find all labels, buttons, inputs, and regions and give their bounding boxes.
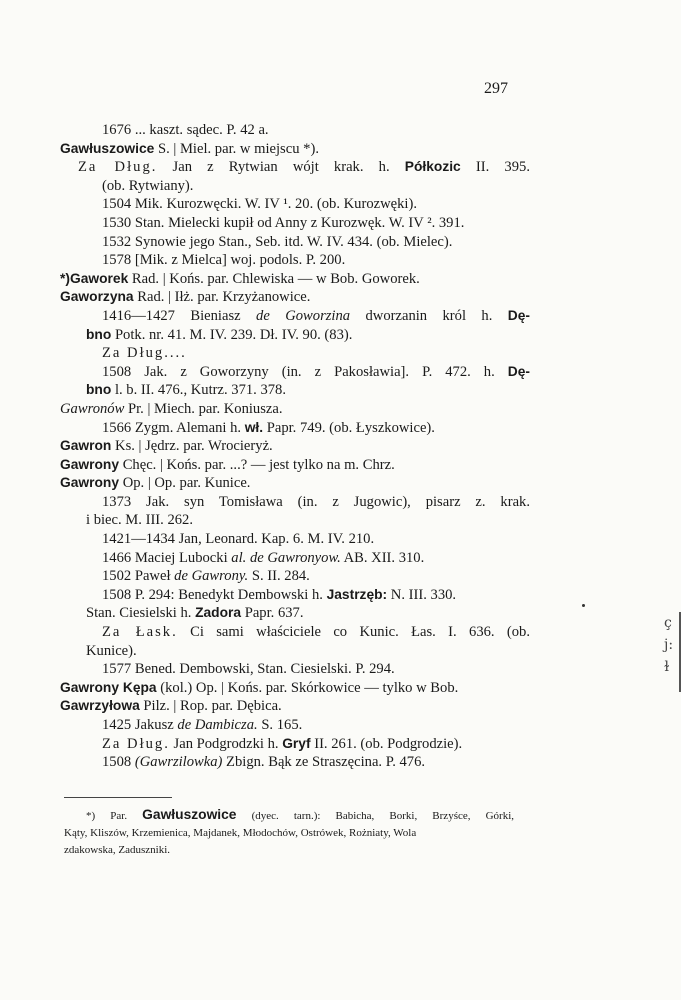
bold-term: Gawron — [60, 438, 112, 454]
entry-line — [60, 586, 530, 605]
bold-term: *)Gaworek — [60, 270, 129, 286]
text-run: Rad. | Iłż. par. Krzyżanowice. — [133, 289, 311, 306]
entry-line — [60, 660, 530, 679]
text-run: 1578 [Mik. z Mielca] woj. podols. P. 200. — [102, 252, 346, 269]
italic-term: de Dambicza. — [177, 717, 258, 733]
text-run: (dyec. tarn.): Babicha, Borki, Brzyśce, Górki, — [236, 810, 514, 822]
bold-term: Gawrony — [60, 475, 120, 491]
text-run: (ob. Rytwiany). — [102, 177, 194, 194]
entry-line — [60, 735, 530, 754]
text-run: l. b. II. 476., Kutrz. 371. 378. — [111, 382, 286, 399]
text-run: Papr. 749. (ob. Łyszkowice). — [263, 419, 435, 436]
entry-line — [60, 549, 530, 568]
bold-term: Zadora — [195, 605, 242, 621]
text-run: 1504 Mik. Kurozwęcki. W. IV ¹. 20. (ob. Kurozwęki). — [102, 196, 417, 213]
text-run: Potk. nr. 41. M. IV. 239. Dł. IV. 90. (83). — [111, 326, 353, 343]
entry-line — [60, 233, 530, 252]
bold-term: Gawrony Kępa — [60, 679, 157, 695]
text-run: Rad. | Końs. par. Chlewiska — w Bob. Goworek. — [128, 270, 420, 287]
entry-line — [60, 567, 530, 586]
text-run: Kunice). — [86, 642, 137, 659]
entry-heading-line — [60, 474, 530, 493]
entry-heading-line — [60, 456, 530, 475]
text-run: Zbign. Bąk ze Straszęcina. P. 476. — [222, 754, 426, 771]
text-run: II. 395. — [460, 159, 530, 176]
text-run: S. 165. — [257, 717, 303, 733]
entry-heading-line — [60, 437, 530, 456]
entry-line — [60, 158, 530, 177]
footnote-rule — [64, 797, 172, 798]
text-run: 1421—1434 Jan, Leonard. Kap. 6. M. IV. 210. — [102, 531, 375, 548]
entry-line — [60, 381, 530, 400]
footnote-line: zdakowska, Zaduszniki. — [64, 844, 170, 856]
text-run: N. III. 330. — [387, 586, 457, 603]
text-run: Pilz. | Rop. par. Dębica. — [139, 698, 282, 715]
text-run: 1416—1427 Bieniasz — [102, 307, 257, 324]
entry-line — [60, 326, 530, 345]
text-run: 1508 Jak. z Goworzyny (in. z Pakosławia]. P. 472. h. — [102, 363, 508, 380]
entry-line — [60, 419, 530, 438]
text-run: II. 261. (ob. Podgrodzie). — [310, 735, 463, 752]
text-run: Ks. | Jędrz. par. Wrocieryż. — [111, 438, 273, 455]
text-run: 1425 Jakusz — [102, 717, 178, 733]
entry-line — [60, 214, 530, 233]
bold-term: Dę- — [507, 363, 530, 379]
italic-term: Gawronów — [60, 400, 125, 417]
entry-line — [60, 642, 530, 661]
bold-term: Gawrzyłowa — [60, 698, 140, 714]
entry-heading-line — [60, 679, 530, 698]
entry-heading-line — [60, 288, 530, 307]
text-run: Pr. | Miech. par. Koniusza. — [124, 400, 283, 417]
entry-heading-line — [60, 400, 530, 419]
margin-marks — [664, 612, 673, 678]
bold-term: Jastrzęb: — [326, 586, 388, 602]
footnote — [64, 806, 514, 859]
italic-term: (Gawrzilowka) — [134, 754, 223, 771]
text-run: 1530 Stan. Mielecki kupił od Anny z Kurozwęk. W. IV ². 391. — [102, 214, 465, 231]
text-run: AB. XII. 310. — [340, 549, 425, 566]
text-run: *) Par. — [86, 810, 143, 822]
bold-term: Gawrony — [60, 456, 120, 472]
bold-term: wł. — [244, 419, 264, 435]
italic-term: de Gawrony. — [174, 568, 249, 585]
entry-line — [60, 753, 530, 772]
entry-line — [60, 716, 530, 735]
text-run: S. | Miel. par. w miejscu *). — [154, 140, 319, 157]
entry-line — [60, 344, 530, 363]
text-run: dworzanin król h. — [350, 307, 508, 324]
bold-term: Gawłuszowice — [60, 140, 155, 156]
text-run: Chęc. | Końs. par. ...? — jest tylko na m. Chrz. — [119, 456, 395, 473]
bold-term: Gawłuszowice — [142, 807, 237, 822]
text-run: 1577 Bened. Dembowski, Stan. Ciesielski. P. 294. — [102, 661, 395, 678]
entry-line — [60, 307, 530, 326]
text-run: 1566 Zygm. Alemani h. — [102, 419, 245, 436]
entry-line — [60, 530, 530, 549]
text-run: Jan z Rytwian wójt krak. h. — [157, 159, 405, 176]
entry-heading-line — [60, 697, 530, 716]
entry-line — [60, 121, 530, 140]
italic-term: de Goworzina — [256, 307, 351, 324]
bold-term: bno — [86, 326, 112, 342]
text-run: 1676 ... kaszt. sądec. P. 42 a. — [102, 122, 269, 138]
stray-dot — [582, 604, 585, 607]
entries — [60, 121, 530, 772]
text-run: 1466 Maciej Lubocki — [102, 549, 232, 566]
text-run: Papr. 637. — [241, 605, 304, 622]
entry-line — [60, 363, 530, 382]
text-run: (kol.) Op. | Końs. par. Skórkowice — tylko w Bob. — [156, 679, 459, 696]
bold-term: Gaworzyna — [60, 289, 134, 305]
bold-term: bno — [86, 382, 112, 398]
text-run: 1508 — [102, 754, 135, 771]
text-run: Za Dług.... — [102, 345, 187, 362]
margin-mark: ç — [664, 615, 672, 631]
entry-line — [60, 251, 530, 270]
entry-line — [60, 177, 530, 196]
footnote-line: Kąty, Kliszów, Krzemienica, Majdanek, Młodochów, Ostrówek, Rożniaty, Wola — [64, 827, 417, 839]
entry-line — [60, 604, 530, 623]
footnote-line — [64, 806, 514, 825]
entry-line — [60, 623, 530, 642]
text-run: Za Dług. — [102, 735, 170, 752]
text-run: 1373 Jak. syn Tomisława (in. z Jugowic), pisarz z. krak. — [102, 493, 530, 510]
text-run: Za Dług. — [78, 159, 158, 176]
text-run: 1508 P. 294: Benedykt Dembowski h. — [102, 586, 327, 603]
entry-line — [60, 493, 530, 512]
entry-line — [60, 195, 530, 214]
bold-term: Gryf — [282, 735, 311, 751]
text-run: 1502 Paweł — [102, 568, 175, 585]
text-run: S. II. 284. — [248, 568, 310, 585]
italic-term: al. de Gawronyow. — [231, 549, 341, 566]
text-run: Za Łask. — [102, 624, 178, 641]
text-run: Jan Podgrodzki h. — [169, 735, 283, 752]
text-run: Stan. Ciesielski h. — [86, 605, 196, 622]
text-run: 1532 Synowie jego Stan., Seb. itd. W. IV. 434. (ob. Mielec). — [102, 233, 453, 250]
text-run: Op. | Op. par. Kunice. — [119, 475, 251, 492]
bold-term: Półkozic — [404, 159, 461, 175]
bold-term: Dę- — [507, 307, 530, 323]
page-number: 297 — [484, 80, 508, 97]
margin-mark: ɫ — [664, 659, 670, 675]
entry-heading-line — [60, 140, 530, 159]
text-run: Ci sami właściciele co Kunic. Łas. I. 636. (ob. — [177, 624, 531, 641]
entry-heading-line — [60, 270, 530, 289]
text-run: i biec. M. III. 262. — [86, 512, 193, 529]
entry-line — [60, 511, 530, 530]
margin-mark: j: — [664, 637, 674, 653]
